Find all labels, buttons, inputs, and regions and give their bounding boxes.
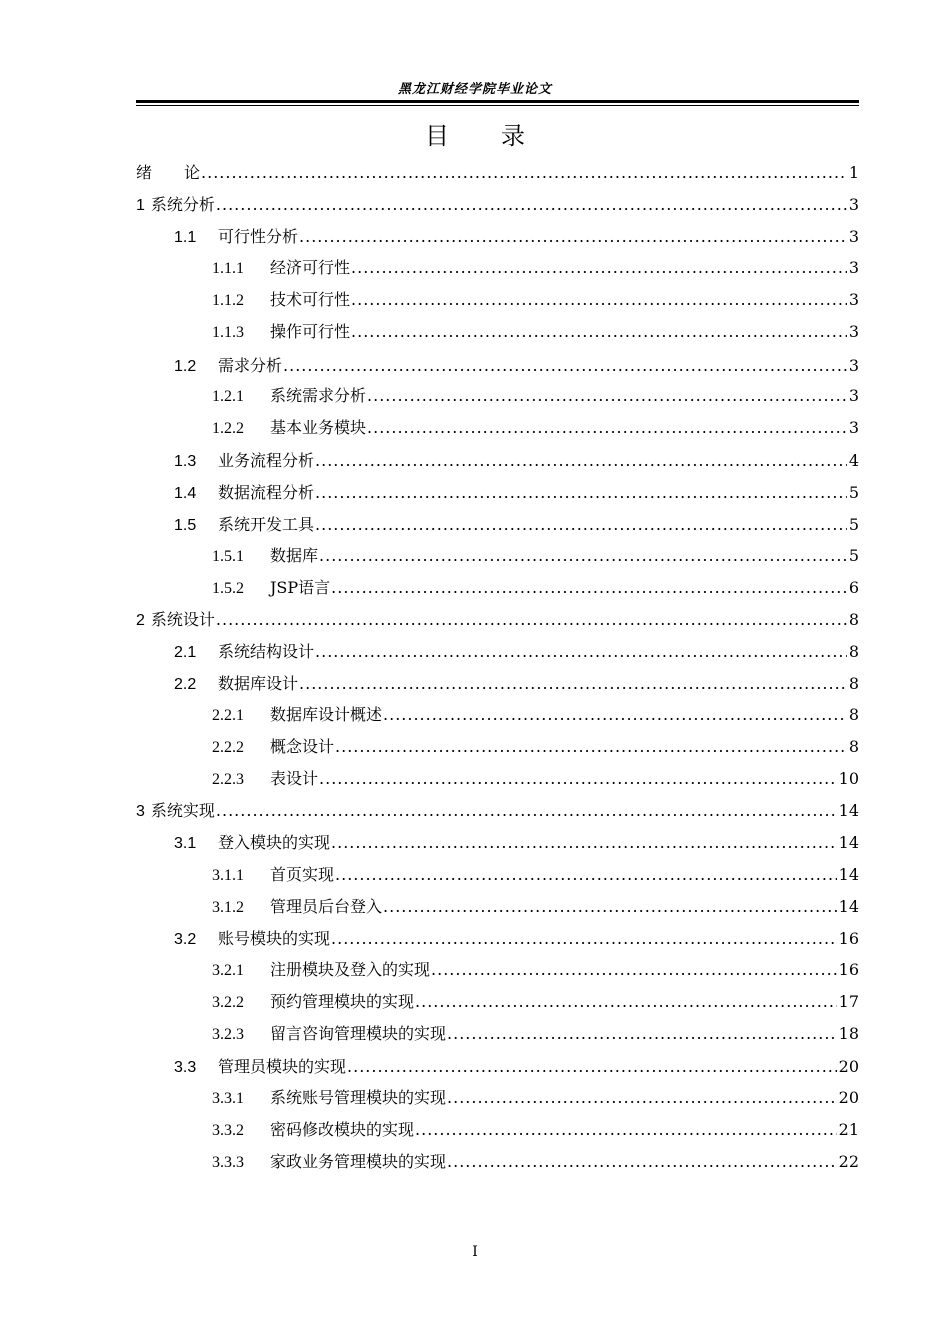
toc-entry-page: 16 [838, 960, 859, 979]
toc-entry-number: 3.2.1 [212, 962, 244, 979]
toc-entry[interactable] [212, 289, 859, 311]
toc-entry-number: 1.1.1 [212, 260, 244, 277]
toc-entry-title: 数据库 [270, 546, 319, 565]
toc-entry-title: 绪 论 [136, 163, 201, 182]
header-title: 黑龙江财经学院毕业论文 [397, 82, 552, 97]
toc-entry-title: 数据库设计概述 [270, 705, 383, 724]
toc-leader-dots [383, 704, 847, 726]
toc-entry-page: 6 [848, 578, 859, 597]
toc-entry-page: 3 [848, 386, 859, 405]
toc-entry-number: 1.2.1 [212, 388, 244, 405]
toc-leader-dots [216, 800, 837, 822]
toc-entry-number: 3.3.3 [212, 1154, 244, 1171]
toc-entry-number: 3 [136, 803, 145, 820]
toc-entry-number: 2.2.2 [212, 739, 244, 756]
toc-entry-page: 1 [848, 163, 859, 182]
toc-entry-title: 管理员模块的实现 [218, 1057, 347, 1076]
toc-entry-title: 系统账号管理模块的实现 [270, 1088, 447, 1107]
toc-entry-title: 家政业务管理模块的实现 [270, 1152, 447, 1171]
toc-entry-title: 密码修改模块的实现 [270, 1120, 415, 1139]
toc-entry-page: 20 [838, 1057, 859, 1076]
toc-entry-title: 可行性分析 [218, 227, 299, 246]
toc-entry-title: 账号模块的实现 [218, 929, 331, 948]
toc-leader-dots [415, 991, 837, 1013]
toc-entry-page: 8 [848, 705, 859, 724]
toc-entry-page: 4 [848, 451, 859, 470]
toc-entry-title: 业务流程分析 [218, 451, 315, 470]
toc-entry-title: 预约管理模块的实现 [270, 992, 415, 1011]
toc-entry-title: 系统实现 [150, 801, 215, 820]
toc-entry-page: 18 [838, 1024, 859, 1043]
toc-leader-dots [367, 385, 847, 407]
toc-entry[interactable] [136, 194, 859, 216]
toc-leader-dots [447, 1023, 837, 1045]
toc-entry[interactable] [212, 417, 859, 439]
toc-entry-page: 5 [848, 546, 859, 565]
toc-leader-dots [315, 514, 847, 536]
toc-leader-dots [299, 226, 847, 248]
toc-entry-number: 3.2.2 [212, 994, 244, 1011]
toc-leader-dots [216, 609, 847, 631]
toc-entry[interactable] [212, 896, 859, 918]
toc-leader-dots [447, 1151, 837, 1173]
toc-entry-number: 3.1.2 [212, 899, 244, 916]
toc-entry-number: 1.4 [174, 485, 197, 502]
toc-entry-number: 3.1.1 [212, 867, 244, 884]
toc-entry[interactable] [136, 800, 859, 822]
toc-entry-page: 8 [848, 642, 859, 661]
toc-entry[interactable] [174, 226, 859, 248]
header-rule-thick [136, 100, 859, 103]
toc-entry-page: 3 [848, 322, 859, 341]
toc-leader-dots [331, 577, 847, 599]
toc-entry-number: 2 [136, 612, 145, 629]
toc-leader-dots [335, 736, 847, 758]
toc-leader-dots [347, 1056, 837, 1078]
toc-entry-page: 8 [848, 610, 859, 629]
toc-entry[interactable] [174, 673, 859, 695]
toc-entry[interactable] [212, 736, 859, 758]
toc-entry-number: 1.1 [174, 229, 197, 246]
header-rule-thin [136, 105, 859, 106]
toc-entry[interactable] [212, 768, 859, 790]
toc-entry-page: 3 [848, 356, 859, 375]
page-number: I [472, 1244, 478, 1260]
toc-entry-number: 1.2 [174, 358, 197, 375]
toc-entry-title: 数据流程分析 [218, 483, 315, 502]
toc-entry-page: 14 [838, 801, 859, 820]
toc-entry[interactable] [212, 385, 859, 407]
toc-entry[interactable] [174, 641, 859, 663]
toc-entry-title: 表设计 [270, 769, 319, 788]
toc-entry-title: 系统分析 [150, 195, 215, 214]
toc-entry-page: 3 [848, 258, 859, 277]
toc-entry-page: 21 [838, 1120, 859, 1139]
toc-entry-page: 5 [848, 483, 859, 502]
toc-leader-dots [315, 482, 847, 504]
toc-entry[interactable] [174, 482, 859, 504]
toc-entry[interactable] [212, 864, 859, 886]
toc-entry-title: 注册模块及登入的实现 [270, 960, 431, 979]
toc-entry-number: 1.1.2 [212, 292, 244, 309]
toc-entry-number: 2.2 [174, 676, 197, 693]
toc-entry-number: 1.2.2 [212, 420, 244, 437]
toc-entry-number: 3.2 [174, 931, 197, 948]
toc-entry-title: JSP语言 [270, 578, 331, 597]
toc-leader-dots [335, 864, 837, 886]
toc-entry-page: 5 [848, 515, 859, 534]
toc-leader-dots [351, 289, 847, 311]
toc-leader-dots [415, 1119, 837, 1141]
toc-entry-number: 3.3.2 [212, 1122, 244, 1139]
toc-entry[interactable] [212, 1023, 859, 1045]
toc-entry-page: 14 [838, 833, 859, 852]
toc-entry-title: 系统需求分析 [270, 386, 367, 405]
toc-entry[interactable] [174, 450, 859, 472]
toc-entry-page: 20 [838, 1088, 859, 1107]
toc-entry-page: 17 [838, 992, 859, 1011]
toc-entry-title: 留言咨询管理模块的实现 [270, 1024, 447, 1043]
toc-entry[interactable] [212, 545, 859, 567]
toc-entry-number: 1.5 [174, 517, 197, 534]
toc-entry-page: 8 [848, 737, 859, 756]
toc-entry-title: 系统结构设计 [218, 642, 315, 661]
toc-entry-title: 操作可行性 [270, 322, 351, 341]
toc-entry-title: 基本业务模块 [270, 418, 367, 437]
toc-entry-page: 3 [848, 290, 859, 309]
toc-entry-title: 技术可行性 [270, 290, 351, 309]
toc-entry-title: 系统开发工具 [218, 515, 315, 534]
toc-entry[interactable] [136, 609, 859, 631]
toc-title: 目录 [425, 122, 577, 150]
toc-entry[interactable] [212, 959, 859, 981]
toc-entry-number: 2.2.1 [212, 707, 244, 724]
toc-leader-dots [216, 194, 847, 216]
toc-leader-dots [367, 417, 847, 439]
toc-entry-number: 1.5.2 [212, 580, 244, 597]
toc-entry[interactable] [212, 257, 859, 279]
toc-entry[interactable] [174, 514, 859, 536]
toc-entry-number: 1.3 [174, 453, 197, 470]
toc-leader-dots [351, 321, 847, 343]
toc-leader-dots [319, 768, 837, 790]
toc-entry-number: 1 [136, 197, 145, 214]
toc-entry[interactable] [212, 704, 859, 726]
toc-leader-dots [383, 896, 837, 918]
toc-entry[interactable] [174, 355, 859, 377]
toc-entry-page: 16 [838, 929, 859, 948]
toc-leader-dots [431, 959, 837, 981]
toc-entry-title: 管理员后台登入 [270, 897, 383, 916]
toc-leader-dots [331, 928, 837, 950]
toc-entry-page: 3 [848, 418, 859, 437]
toc-entry-title: 首页实现 [270, 865, 335, 884]
toc-entry[interactable] [174, 928, 859, 950]
toc-entry-number: 1.5.1 [212, 548, 244, 565]
toc-leader-dots [299, 673, 847, 695]
toc-leader-dots [331, 832, 837, 854]
toc-entry[interactable] [174, 832, 859, 854]
toc-entry[interactable] [136, 162, 859, 184]
toc-entry-page: 14 [838, 897, 859, 916]
toc-entry-title: 需求分析 [218, 356, 283, 375]
toc-leader-dots [283, 355, 847, 377]
toc-entry-page: 3 [848, 195, 859, 214]
toc-entry-title: 系统设计 [150, 610, 215, 629]
toc-entry-page: 8 [848, 674, 859, 693]
toc-entry-title: 经济可行性 [270, 258, 351, 277]
toc-entry[interactable] [174, 1056, 859, 1078]
toc-entry-number: 3.3 [174, 1059, 197, 1076]
toc-leader-dots [315, 641, 847, 663]
toc-entry-number: 2.1 [174, 644, 197, 661]
toc-entry-page: 14 [838, 865, 859, 884]
toc-entry-number: 1.1.3 [212, 324, 244, 341]
toc-entry-number: 3.1 [174, 835, 197, 852]
toc-leader-dots [351, 257, 847, 279]
toc-entry-page: 22 [838, 1152, 859, 1171]
toc-entry[interactable] [212, 1151, 859, 1173]
toc-entry-title: 数据库设计 [218, 674, 299, 693]
toc-leader-dots [315, 450, 847, 472]
toc-entry-title: 登入模块的实现 [218, 833, 331, 852]
toc-entry[interactable] [212, 321, 859, 343]
toc-entry-number: 2.2.3 [212, 771, 244, 788]
toc-leader-dots [319, 545, 847, 567]
toc-leader-dots [447, 1087, 837, 1109]
toc-entry[interactable] [212, 577, 859, 599]
toc-entry-page: 3 [848, 227, 859, 246]
toc-entry[interactable] [212, 1087, 859, 1109]
toc-entry-page: 10 [838, 769, 859, 788]
toc-entry[interactable] [212, 991, 859, 1013]
toc-entry-title: 概念设计 [270, 737, 335, 756]
toc-entry[interactable] [212, 1119, 859, 1141]
toc-leader-dots [201, 162, 847, 184]
toc-entry-number: 3.2.3 [212, 1026, 244, 1043]
toc-entry-number: 3.3.1 [212, 1090, 244, 1107]
